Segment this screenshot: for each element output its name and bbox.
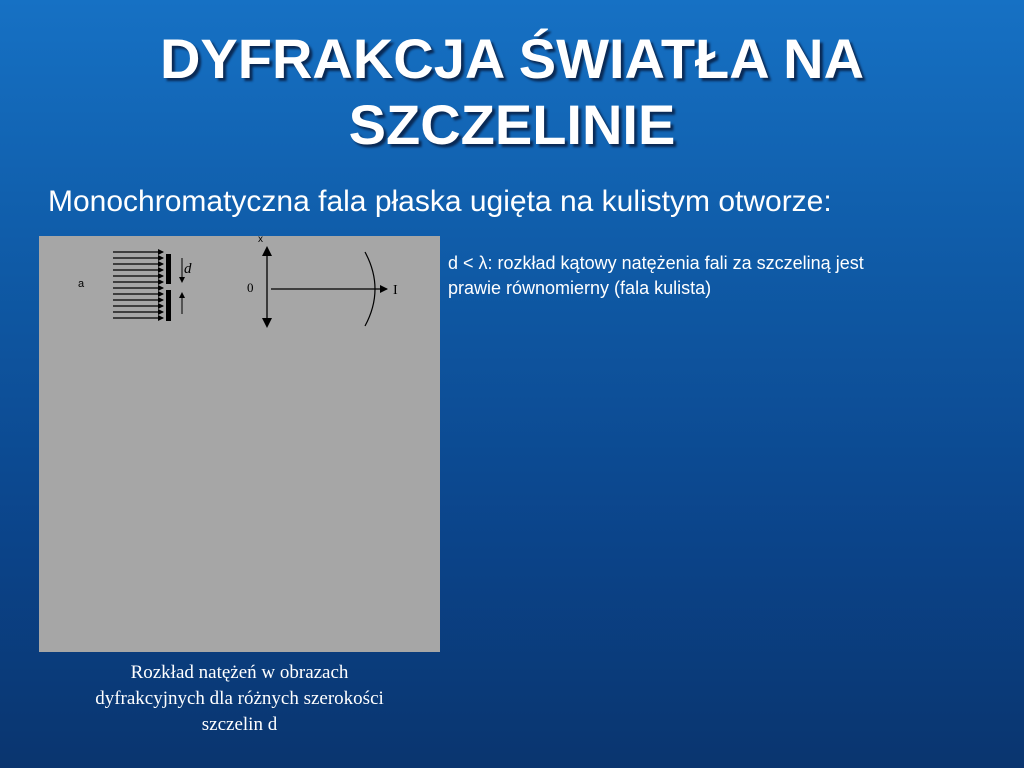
- label-zero: 0: [247, 280, 254, 295]
- diffraction-note: [448, 251, 1008, 301]
- slide-title: [0, 26, 1024, 158]
- diffraction-diagram: [39, 236, 440, 652]
- slide-subtitle: Monochromatyczna fala płaska ugięta na kulistym otworze:: [48, 185, 832, 218]
- caption-line2: dyfrakcyjnych dla różnych szerokości: [95, 688, 384, 709]
- label-x: x: [258, 236, 263, 245]
- figure-caption: [39, 660, 440, 738]
- caption-line3: szczelin d: [201, 714, 278, 735]
- label-a: a: [78, 278, 85, 290]
- note-line2: prawie równomierny (fala kulista): [448, 278, 712, 298]
- x-axis-arrow-down: [262, 318, 272, 328]
- slide-title-line1: DYFRAKCJA ŚWIATŁA NA: [159, 27, 865, 90]
- slide-title-line2: SZCZELINIE: [348, 93, 676, 156]
- note-line1: d < λ: rozkład kątowy natężenia fali za szczeliną jest: [448, 253, 864, 273]
- caption-line1: Rozkład natężeń w obrazach: [130, 662, 349, 683]
- incident-wave-rays: [113, 252, 163, 318]
- x-axis-arrow-up: [262, 246, 272, 256]
- diffraction-figure: [39, 236, 440, 652]
- slit-barrier: [166, 254, 171, 321]
- label-intensity: I: [393, 283, 398, 298]
- label-d: d: [184, 261, 192, 277]
